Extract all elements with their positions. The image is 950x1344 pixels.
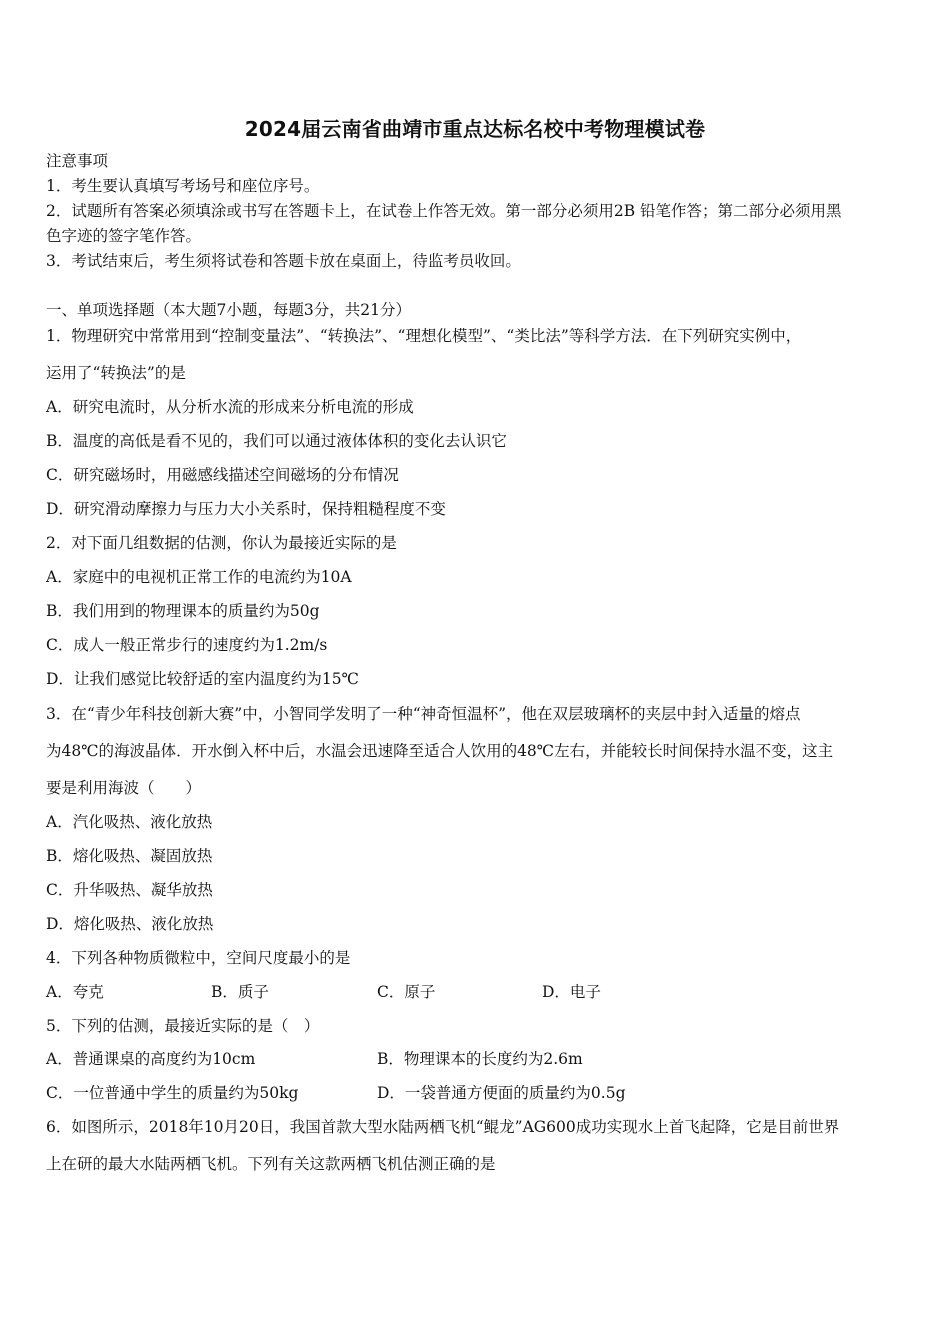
notice-heading: 注意事项	[46, 152, 109, 170]
notice-item-2: 2．试题所有答案必须填涂或书写在答题卡上，在试卷上作答无效。第一部分必须用2B 铅笔作答；第二部分必须用黑	[46, 202, 842, 220]
q3-option-d: D．熔化吸热、液化放热	[46, 915, 214, 933]
q3-option-c: C．升华吸热、凝华放热	[46, 881, 213, 899]
q5-option-d: D．一袋普通方便面的质量约为0.5g	[377, 1084, 626, 1102]
page-title: 2024届云南省曲靖市重点达标名校中考物理模试卷	[244, 117, 706, 141]
q4-option-b: B．质子	[211, 983, 269, 1001]
q2-option-b: B．我们用到的物理课本的质量约为50g	[46, 602, 320, 620]
q1-option-c: C．研究磁场时，用磁感线描述空间磁场的分布情况	[46, 466, 399, 484]
q4-option-d: D．电子	[542, 983, 601, 1001]
q5-option-c: C．一位普通中学生的质量约为50kg	[46, 1084, 299, 1102]
notice-item-2-cont: 色字迹的签字笔作答。	[46, 227, 202, 245]
q4-stem: 4．下列各种物质微粒中，空间尺度最小的是	[46, 949, 351, 967]
q1-stem-line1: 1．物理研究中常常用到“控制变量法”、“转换法”、“理想化模型”、“类比法”等科学方法．在下列研究实例中，	[46, 327, 802, 345]
q4-option-a: A．夸克	[46, 983, 104, 1001]
q1-stem-line2: 运用了“转换法”的是	[46, 364, 186, 382]
notice-item-1: 1．考生要认真填写考场号和座位序号。	[46, 177, 320, 195]
section-heading: 一、单项选择题（本大题7小题，每题3分，共21分）	[46, 301, 411, 319]
q5-stem: 5．下列的估测，最接近实际的是（ ）	[46, 1017, 320, 1035]
q4-option-c: C．原子	[377, 983, 436, 1001]
q5-option-a: A．普通课桌的高度约为10cm	[46, 1050, 256, 1068]
q1-option-a: A．研究电流时，从分析水流的形成来分析电流的形成	[46, 398, 414, 416]
q3-option-b: B．熔化吸热、凝固放热	[46, 847, 213, 865]
q6-stem-line1: 6．如图所示，2018年10月20日，我国首款大型水陆两栖飞机“鲲龙”AG600成功实现水上首飞起降，它是目前世界	[46, 1118, 840, 1136]
q2-stem: 2．对下面几组数据的估测，你认为最接近实际的是	[46, 534, 397, 552]
q1-option-b: B．温度的高低是看不见的，我们可以通过液体体积的变化去认识它	[46, 432, 507, 450]
q3-stem-line1: 3．在“青少年科技创新大赛”中，小智同学发明了一种“神奇恒温杯”，他在双层玻璃杯的夹层中封入适量的熔点	[46, 705, 801, 723]
q2-option-c: C．成人一般正常步行的速度约为1.2m/s	[46, 636, 328, 654]
q2-option-a: A．家庭中的电视机正常工作的电流约为10A	[46, 568, 352, 586]
q2-option-d: D．让我们感觉比较舒适的室内温度约为15℃	[46, 670, 359, 688]
q3-option-a: A．汽化吸热、液化放热	[46, 813, 213, 831]
q3-stem-line3: 要是利用海波（ ）	[46, 779, 202, 797]
q1-option-d: D．研究滑动摩擦力与压力大小关系时，保持粗糙程度不变	[46, 500, 446, 518]
q3-stem-line2: 为48℃的海波晶体．开水倒入杯中后，水温会迅速降至适合人饮用的48℃左右，并能较长时间保持水温不变，这主	[46, 742, 834, 760]
q6-stem-line2: 上在研的最大水陆两栖飞机。下列有关这款两栖飞机估测正确的是	[46, 1155, 496, 1173]
notice-item-3: 3．考试结束后，考生须将试卷和答题卡放在桌面上，待监考员收回。	[46, 252, 521, 270]
q5-option-b: B．物理课本的长度约为2.6m	[377, 1050, 583, 1068]
